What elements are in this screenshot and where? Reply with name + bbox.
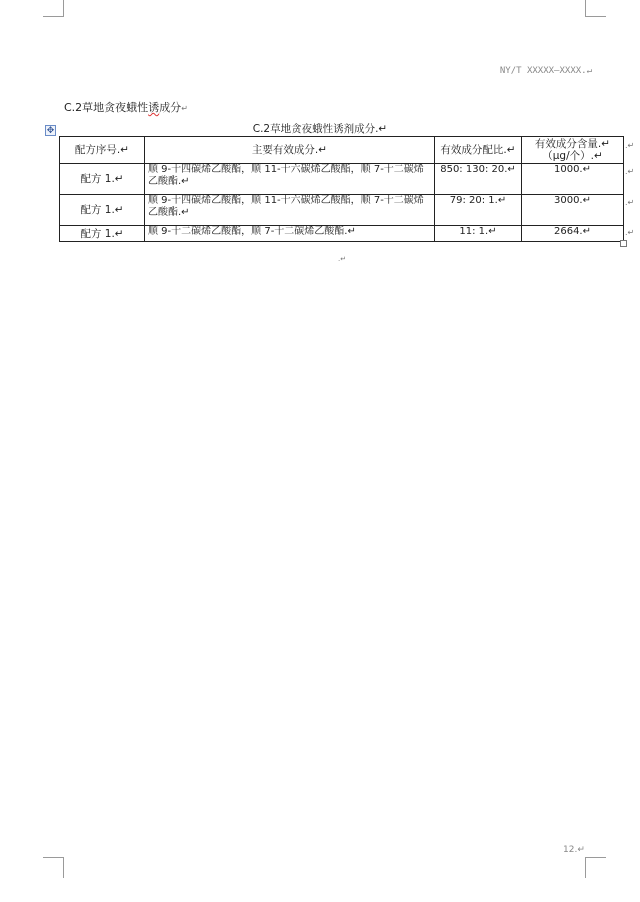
cell-formula-id[interactable]: 配方 1.↵ (60, 226, 145, 242)
cell-ratio[interactable]: 850: 130: 20.↵ (435, 164, 522, 195)
cell-formula-id[interactable]: 配方 1.↵ (60, 164, 145, 195)
table-caption: C.2草地贪夜蛾性诱剂成分.↵ (252, 123, 388, 135)
crop-mark-top-right (585, 0, 606, 17)
standard-code-header: NY/T XXXXX—XXXX.↵ (499, 66, 592, 76)
table-resize-handle[interactable] (620, 240, 627, 247)
cell-ingredient[interactable]: 顺 9-十二碳烯乙酸酯，顺 7-十二碳烯乙酸酯.↵ (145, 226, 435, 242)
section-title-misspelled-word[interactable]: 诱 (148, 101, 160, 114)
crop-mark-bottom-right (585, 857, 606, 878)
paragraph-mark: ↵ (181, 104, 188, 113)
table-move-handle-icon[interactable]: ✥ (46, 126, 55, 136)
cell-amount[interactable]: 3000.↵ (522, 195, 624, 226)
cell-ratio[interactable]: 79: 20: 1.↵ (435, 195, 522, 226)
section-title (64, 99, 188, 115)
header-content-amount (522, 137, 624, 164)
table-header-row (60, 137, 624, 164)
cell-amount[interactable]: 2664.↵ (522, 226, 624, 242)
table-row (60, 226, 624, 242)
header-ratio: 有效成分配比.↵ (435, 137, 522, 164)
row-end-mark: .↵ (625, 228, 635, 237)
paragraph-end-mark: .↵ (338, 255, 347, 263)
crop-mark-top-left (43, 0, 64, 17)
header-content-amount-line1: 有效成分含量.↵ (534, 138, 611, 150)
header-formula-id: 配方序号.↵ (60, 137, 145, 164)
formula-table (59, 136, 624, 242)
section-title-prefix: C.2草地贪夜蛾性 (64, 101, 149, 114)
table-row (60, 164, 624, 195)
cell-formula-id[interactable]: 配方 1.↵ (60, 195, 145, 226)
header-main-ingredient: 主要有效成分.↵ (145, 137, 435, 164)
page-number: 12.↵ (563, 845, 585, 855)
cell-ratio[interactable]: 11: 1.↵ (435, 226, 522, 242)
row-end-mark: .↵ (625, 141, 635, 150)
cell-ingredient[interactable]: 顺 9-十四碳烯乙酸酯，顺 11-十六碳烯乙酸酯，顺 7-十二碳烯乙酸酯.↵ (145, 195, 435, 226)
row-end-mark: .↵ (625, 198, 635, 207)
row-end-mark: .↵ (625, 167, 635, 176)
header-content-amount-unit: （μg/个）.↵ (542, 150, 603, 162)
cell-ingredient[interactable]: 顺 9-十四碳烯乙酸酯，顺 11-十六碳烯乙酸酯，顺 7-十二碳烯乙酸酯.↵ (145, 164, 435, 195)
table-row (60, 195, 624, 226)
crop-mark-bottom-left (43, 857, 64, 878)
section-title-suffix: 成分 (159, 101, 182, 114)
cell-amount[interactable]: 1000.↵ (522, 164, 624, 195)
